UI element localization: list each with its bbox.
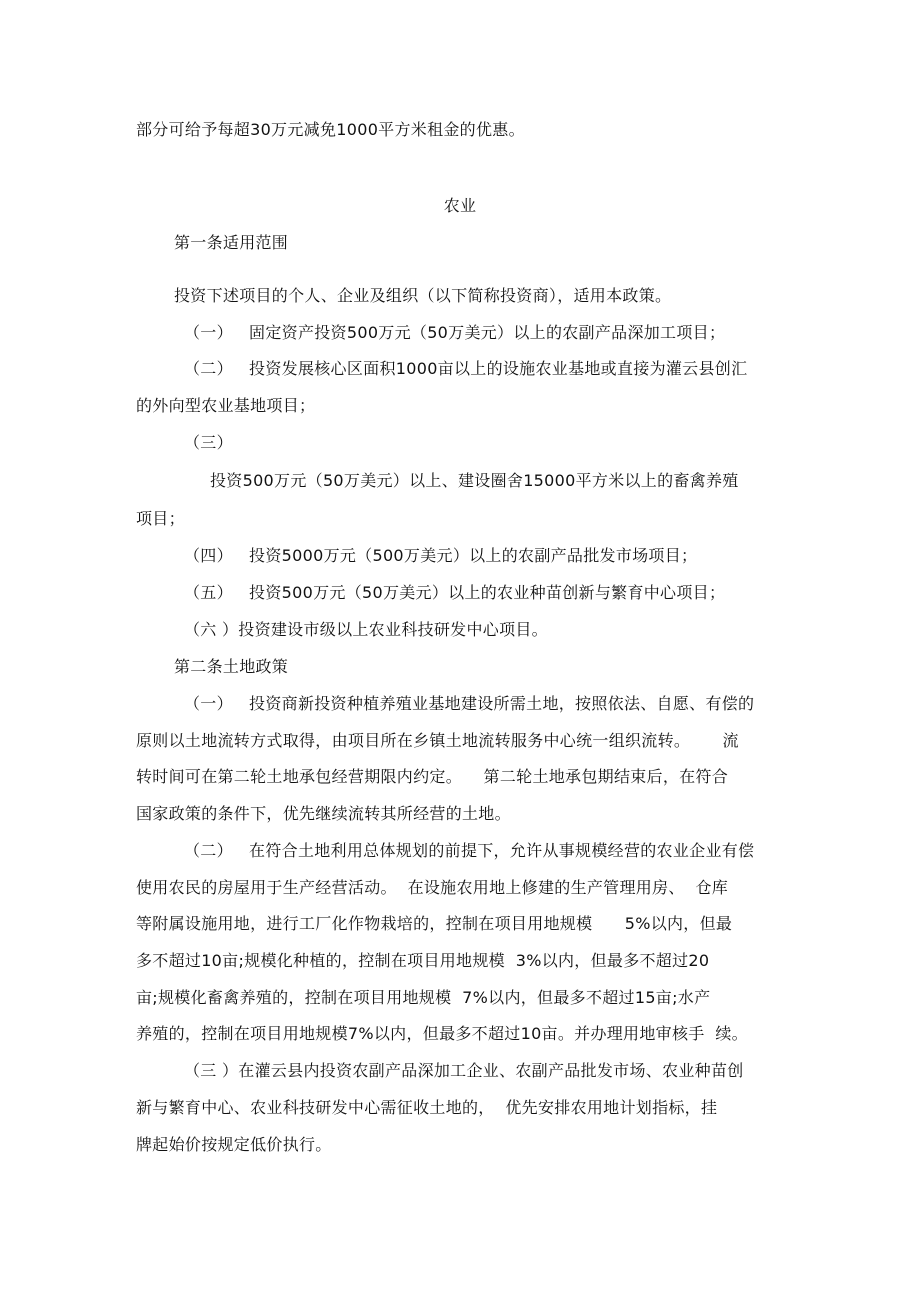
section-title-agriculture: 农业 xyxy=(443,196,477,215)
paragraph-line: 投资下述项目的个人、企业及组织（以下简称投资商），适用本政策。 xyxy=(174,286,672,305)
paragraph-line: 养殖的，控制在项目用地规模7%以内，但最多不超过10亩。并办理用地审核手 续。 xyxy=(136,1024,748,1043)
article-heading-1: 第一条适用范围 xyxy=(174,233,289,252)
paragraph-line: 等附属设施用地，进行工厂化作物栽培的，控制在项目用地规模 5%以内，但最 xyxy=(136,914,733,933)
paragraph-line: （一） 投资商新投资种植养殖业基地建设所需土地，按照依法、自愿、有偿的 xyxy=(184,694,755,713)
list-item-4: （四） 投资5000万元（500万美元）以上的农副产品批发市场项目； xyxy=(184,546,698,565)
list-item-6: （六 ）投资建设市级以上农业科技研发中心项目。 xyxy=(184,620,548,639)
paragraph-line: 牌起始价按规定低价执行。 xyxy=(136,1135,332,1154)
paragraph-line: 国家政策的条件下，优先继续流转其所经营的土地。 xyxy=(136,804,511,823)
paragraph-line: 转时间可在第二轮土地承包经营期限内约定。 第二轮土地承包期结束后，在符合 xyxy=(136,767,729,786)
list-item-3: 投资500万元（50万美元）以上、建设圈舍15000平方米以上的畜禽养殖 xyxy=(210,471,739,490)
list-item-5: （五） 投资500万元（50万美元）以上的农业种苗创新与繁育中心项目； xyxy=(184,583,726,602)
paragraph-line: 亩;规模化畜禽养殖的，控制在项目用地规模 7%以内，但最多不超过15亩;水产 xyxy=(136,988,711,1007)
list-item-3-cont: 项目； xyxy=(136,509,185,528)
paragraph-line: 原则以土地流转方式取得，由项目所在乡镇土地流转服务中心统一组织流转。 流 xyxy=(136,731,739,750)
text-line-carryover: 部分可给予每超30万元减免1000平方米租金的优惠。 xyxy=(136,120,525,139)
paragraph-line: （三 ）在灌云县内投资农副产品深加工企业、农副产品批发市场、农业种苗创 xyxy=(184,1061,744,1080)
list-item-2: （二） 投资发展核心区面积1000亩以上的设施农业基地或直接为灌云县创汇 xyxy=(184,359,748,378)
list-item-3-marker: （三） xyxy=(184,433,233,452)
list-item-1: （一） 固定资产投资500万元（50万美元）以上的农副产品深加工项目； xyxy=(184,323,726,342)
paragraph-line: 新与繁育中心、农业科技研发中心需征收土地的， 优先安排农用地计划指标，挂 xyxy=(136,1098,718,1117)
list-item-2-cont: 的外向型农业基地项目； xyxy=(136,396,316,415)
paragraph-line: 多不超过10亩;规模化种植的，控制在项目用地规模 3%以内，但最多不超过20 xyxy=(136,951,710,970)
paragraph-line: （二） 在符合土地利用总体规划的前提下，允许从事规模经营的农业企业有偿 xyxy=(184,841,755,860)
article-heading-2: 第二条土地政策 xyxy=(174,657,289,676)
paragraph-line: 使用农民的房屋用于生产经营活动。 在设施农用地上修建的生产管理用房、 仓库 xyxy=(136,878,729,897)
